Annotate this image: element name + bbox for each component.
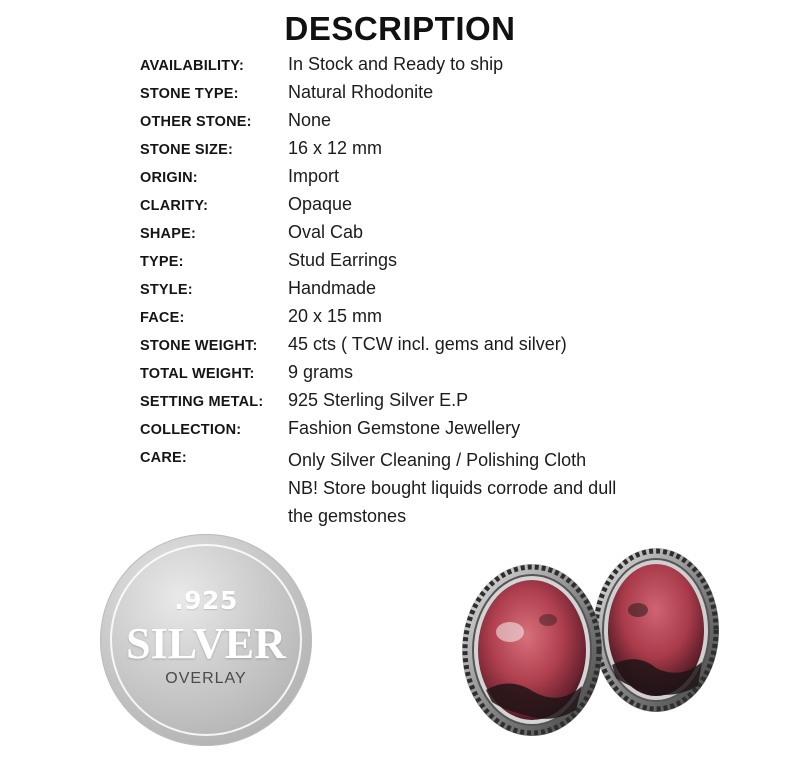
spec-row-clarity — [140, 194, 740, 222]
spec-value: 16 x 12 mm — [288, 138, 383, 158]
spec-row-availability — [140, 54, 740, 82]
spec-row-style — [140, 278, 740, 306]
spec-label: CLARITY: — [140, 198, 209, 214]
spec-row-setting-metal — [140, 390, 740, 418]
page-title: DESCRIPTION — [284, 10, 516, 47]
spec-value: Stud Earrings — [288, 250, 398, 270]
spec-row-type — [140, 250, 740, 278]
spec-label: STONE WEIGHT: — [140, 338, 258, 354]
spec-row-stone-size — [140, 138, 740, 166]
spec-value: None — [288, 110, 332, 130]
badge-type: OVERLAY — [165, 670, 247, 687]
spec-value: 9 grams — [288, 362, 354, 382]
spec-value: Opaque — [288, 194, 353, 214]
spec-label: STONE SIZE: — [140, 142, 233, 158]
spec-label: STYLE: — [140, 282, 193, 298]
badge-metal: SILVER — [126, 619, 286, 668]
spec-label: TYPE: — [140, 254, 184, 270]
spec-label: OTHER STONE: — [140, 114, 252, 130]
spec-label: TOTAL WEIGHT: — [140, 366, 255, 382]
spec-label: SETTING METAL: — [140, 394, 264, 410]
care-line: the gemstones — [288, 506, 407, 526]
spec-label: FACE: — [140, 310, 185, 326]
spec-row-origin — [140, 166, 740, 194]
spec-value: Handmade — [288, 278, 377, 298]
care-line: Only Silver Cleaning / Polishing Cloth — [288, 450, 587, 470]
earrings-photo — [452, 540, 724, 740]
spec-label: COLLECTION: — [140, 422, 242, 438]
spec-row-stone-weight — [140, 334, 740, 362]
spec-value: 45 cts ( TCW incl. gems and silver) — [288, 334, 567, 354]
spec-label: ORIGIN: — [140, 170, 198, 186]
earring-right — [593, 548, 719, 712]
spec-value: In Stock and Ready to ship — [288, 54, 504, 74]
spec-value: Fashion Gemstone Jewellery — [288, 418, 521, 438]
spec-table — [140, 54, 740, 530]
spec-label: CARE: — [140, 450, 187, 466]
spec-row-shape — [140, 222, 740, 250]
spec-row-other-stone — [140, 110, 740, 138]
spec-value: 20 x 15 mm — [288, 306, 383, 326]
spec-label: STONE TYPE: — [140, 86, 239, 102]
spec-label: AVAILABILITY: — [140, 58, 245, 74]
earring-left — [462, 564, 602, 736]
spec-value: Oval Cab — [288, 222, 364, 242]
care-line: NB! Store bought liquids corrode and dull — [288, 478, 617, 498]
spec-row-care — [140, 446, 740, 530]
spec-row-face — [140, 306, 740, 334]
spec-row-collection — [140, 418, 740, 446]
spec-row-stone-type — [140, 82, 740, 110]
spec-value: Import — [288, 166, 340, 186]
care-instructions — [288, 446, 616, 530]
spec-value: 925 Sterling Silver E.P — [288, 390, 469, 410]
silver-overlay-badge — [100, 534, 312, 746]
badge-number: .925 — [174, 586, 238, 615]
spec-label: SHAPE: — [140, 226, 196, 242]
spec-value: Natural Rhodonite — [288, 82, 434, 102]
spec-row-total-weight — [140, 362, 740, 390]
